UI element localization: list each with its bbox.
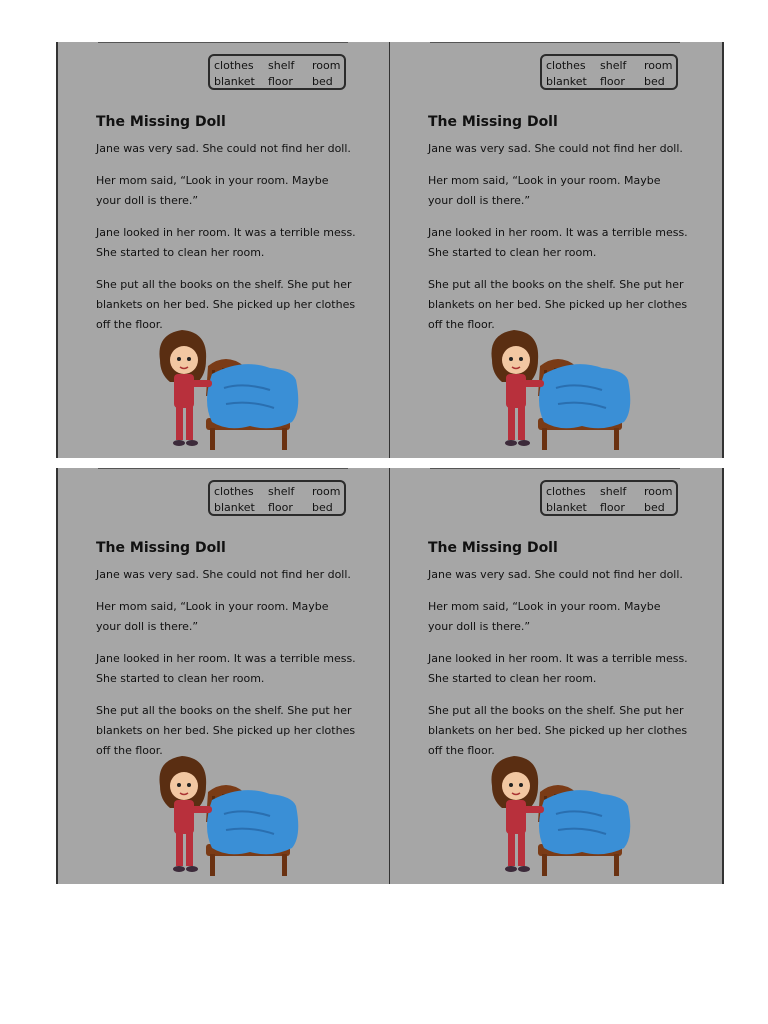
story-card: [389, 468, 724, 884]
blanket-icon: [539, 364, 630, 428]
word-bank-word: floor: [600, 75, 625, 88]
girl-making-bed-illustration: [478, 326, 638, 458]
word-bank-word: bed: [312, 501, 333, 514]
word-bank-word: shelf: [600, 485, 627, 498]
word-bank-word: shelf: [268, 59, 295, 72]
story-paragraph: She put all the books on the shelf. She put her blankets on her bed. She picked up her clothes off the floor.: [428, 278, 688, 331]
story-paragraph: Her mom said, “Look in your room. Maybe your doll is there.”: [428, 600, 661, 633]
word-bank-word: room: [312, 485, 341, 498]
story-paragraph: Jane was very sad. She could not find her doll.: [428, 142, 683, 155]
word-bank-word: bed: [644, 501, 665, 514]
word-bank-word: floor: [268, 75, 293, 88]
girl-making-bed-illustration: [146, 752, 306, 884]
divider: [98, 468, 348, 469]
story-card: [56, 42, 391, 458]
girl-making-bed-illustration: [478, 752, 638, 884]
word-bank-word: shelf: [268, 485, 295, 498]
word-bank-word: floor: [268, 501, 293, 514]
story-paragraph: Jane looked in her room. It was a terrible mess. She started to clean her room.: [428, 652, 688, 685]
story-paragraph: Jane looked in her room. It was a terrible mess. She started to clean her room.: [428, 226, 688, 259]
word-bank-word: blanket: [546, 501, 587, 514]
word-bank-word: clothes: [546, 485, 586, 498]
blanket-icon: [207, 790, 298, 854]
word-bank-word: room: [644, 485, 673, 498]
story-paragraph: Jane looked in her room. It was a terrible mess. She started to clean her room.: [96, 226, 356, 259]
divider: [98, 42, 348, 43]
word-bank-word: bed: [644, 75, 665, 88]
girl-icon: [491, 756, 544, 872]
story-paragraph: She put all the books on the shelf. She put her blankets on her bed. She picked up her clothes off the floor.: [428, 704, 688, 757]
word-bank-word: blanket: [214, 75, 255, 88]
word-bank: [208, 480, 346, 516]
story-title: The Missing Doll: [96, 114, 226, 130]
word-bank-word: clothes: [546, 59, 586, 72]
divider: [430, 468, 680, 469]
girl-icon: [159, 330, 212, 446]
word-bank-word: blanket: [214, 501, 255, 514]
blanket-icon: [539, 790, 630, 854]
word-bank-word: shelf: [600, 59, 627, 72]
worksheet-sheet: [56, 42, 722, 884]
word-bank-word: bed: [312, 75, 333, 88]
word-bank-word: blanket: [546, 75, 587, 88]
story-title: The Missing Doll: [428, 114, 558, 130]
story-paragraph: Jane looked in her room. It was a terrible mess. She started to clean her room.: [96, 652, 356, 685]
word-bank: [540, 480, 678, 516]
story-card: [56, 468, 391, 884]
word-bank: [208, 54, 346, 90]
girl-icon: [491, 330, 544, 446]
story-paragraph: She put all the books on the shelf. She put her blankets on her bed. She picked up her clothes off the floor.: [96, 278, 356, 331]
word-bank-word: clothes: [214, 485, 254, 498]
word-bank: [540, 54, 678, 90]
story-paragraph: Her mom said, “Look in your room. Maybe your doll is there.”: [428, 174, 661, 207]
story-paragraph: Jane was very sad. She could not find her doll.: [96, 142, 351, 155]
story-paragraph: Her mom said, “Look in your room. Maybe your doll is there.”: [96, 600, 329, 633]
word-bank-word: room: [644, 59, 673, 72]
story-paragraph: Her mom said, “Look in your room. Maybe your doll is there.”: [96, 174, 329, 207]
story-card: [389, 42, 724, 458]
story-paragraph: She put all the books on the shelf. She put her blankets on her bed. She picked up her clothes off the floor.: [96, 704, 356, 757]
blanket-icon: [207, 364, 298, 428]
girl-icon: [159, 756, 212, 872]
story-paragraph: Jane was very sad. She could not find her doll.: [428, 568, 683, 581]
word-bank-word: clothes: [214, 59, 254, 72]
story-title: The Missing Doll: [96, 540, 226, 556]
word-bank-word: room: [312, 59, 341, 72]
divider: [430, 42, 680, 43]
girl-making-bed-illustration: [146, 326, 306, 458]
story-title: The Missing Doll: [428, 540, 558, 556]
word-bank-word: floor: [600, 501, 625, 514]
story-paragraph: Jane was very sad. She could not find her doll.: [96, 568, 351, 581]
